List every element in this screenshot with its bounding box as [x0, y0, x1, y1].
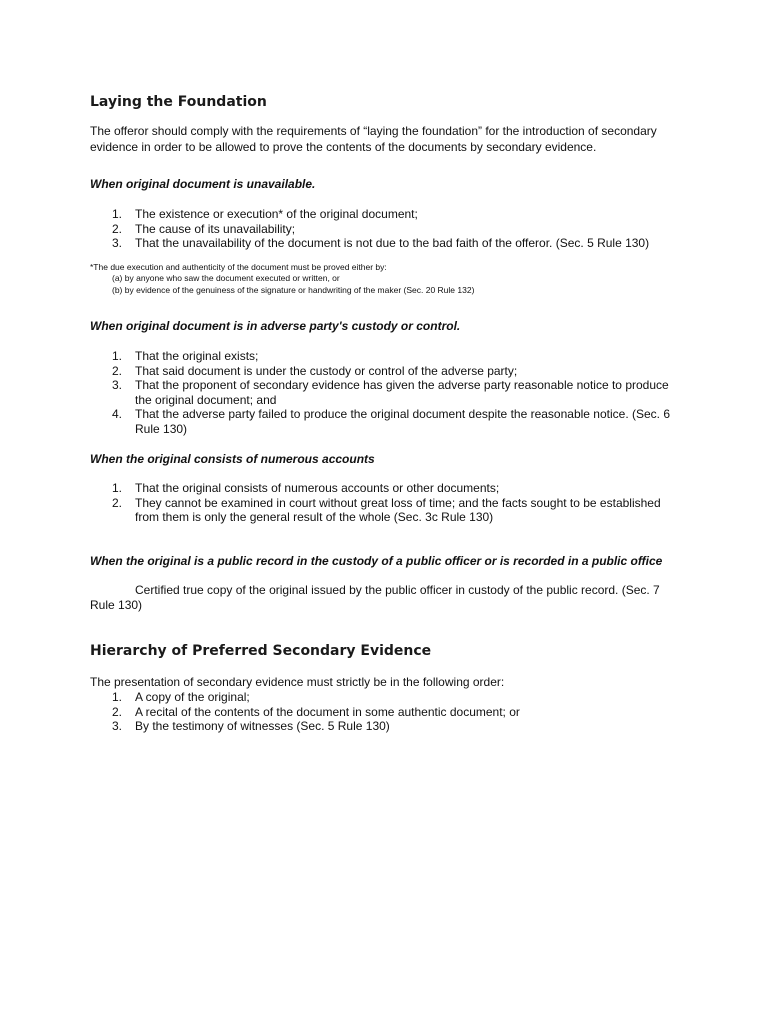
list-item	[90, 349, 680, 364]
list-item	[90, 207, 680, 222]
list-item	[90, 719, 680, 734]
list-item	[90, 222, 680, 237]
list-text: A recital of the contents of the document in some authentic document; or	[135, 704, 520, 719]
subheading-unavailable: When original document is unavailable.	[90, 177, 316, 191]
list-item	[90, 705, 680, 720]
subheading-numerous-accounts: When the original consists of numerous accounts	[90, 452, 375, 466]
list-item	[90, 496, 680, 525]
list-text: They cannot be examined in court without great loss of time; and the facts sought to be established from them is only the general result of the whole (Sec. 3c Rule 130)	[135, 495, 661, 524]
list-text: By the testimony of witnesses (Sec. 5 Rule 130)	[135, 719, 390, 733]
footnote-line: (b) by evidence of the genuiness of the signature or handwriting of the maker (Sec. 20 Rule 132)	[112, 284, 475, 295]
list-item	[90, 481, 680, 496]
list-text: That the unavailability of the document is not due to the bad faith of the offeror. (Sec. 5 Rule 130)	[135, 236, 650, 250]
footnote-line: (a) by anyone who saw the document executed or written, or	[112, 273, 340, 283]
list-number: 1.	[112, 207, 123, 221]
list-number: 3.	[112, 378, 123, 392]
list-item	[90, 690, 680, 705]
list-number: 1.	[112, 690, 123, 704]
list-text: The existence or execution* of the original document;	[135, 207, 418, 221]
list-number: 3.	[112, 719, 123, 733]
list-number: 2.	[112, 221, 123, 236]
list-number: 4.	[112, 407, 123, 421]
list-number: 2.	[112, 704, 123, 719]
list-item	[90, 364, 680, 379]
list-number: 2.	[112, 363, 123, 378]
document-page	[90, 93, 680, 734]
footnote	[90, 262, 680, 297]
list-text: That said document is under the custody or control of the adverse party;	[135, 363, 518, 378]
subheading-public-record: When the original is a public record in the custody of a public officer or is recorded in a public office	[90, 553, 663, 568]
list-text: That the original consists of numerous accounts or other documents;	[135, 481, 500, 495]
list-number: 2.	[112, 495, 123, 510]
adverse-list	[90, 349, 680, 436]
footnote-line: *The due execution and authenticity of the document must be proved either by:	[90, 261, 387, 272]
list-text: That the adverse party failed to produce the original document despite the reasonable notice. (Sec. 6 Rule 130)	[135, 407, 670, 436]
section-heading-hierarchy: Hierarchy of Preferred Secondary Evidence	[90, 642, 432, 659]
list-text: A copy of the original;	[135, 690, 250, 704]
hierarchy-intro: The presentation of secondary evidence must strictly be in the following order:	[90, 674, 505, 689]
list-item	[90, 378, 680, 407]
intro-paragraph: The offeror should comply with the requirements of “laying the foundation” for the introduction of secondary evidence in order to be allowed to prove the contents of the documents by secondary evidence.	[90, 124, 657, 154]
section-heading-laying-foundation: Laying the Foundation	[90, 94, 267, 110]
list-text: That the original exists;	[135, 349, 259, 363]
hierarchy-list	[90, 690, 680, 734]
subheading-adverse-custody: When original document is in adverse party's custody or control.	[90, 319, 461, 333]
list-item	[90, 407, 680, 436]
list-number: 1.	[112, 349, 123, 363]
unavailable-list	[90, 207, 680, 251]
list-number: 3.	[112, 236, 123, 250]
list-number: 1.	[112, 481, 123, 495]
public-record-paragraph: Certified true copy of the original issued by the public officer in custody of the public record. (Sec. 7 Rule 130)	[90, 582, 660, 612]
list-text: The cause of its unavailability;	[135, 221, 296, 236]
list-text: That the proponent of secondary evidence has given the adverse party reasonable notice to produce the original document; and	[135, 378, 669, 407]
numerous-list	[90, 481, 680, 525]
list-item	[90, 236, 680, 251]
